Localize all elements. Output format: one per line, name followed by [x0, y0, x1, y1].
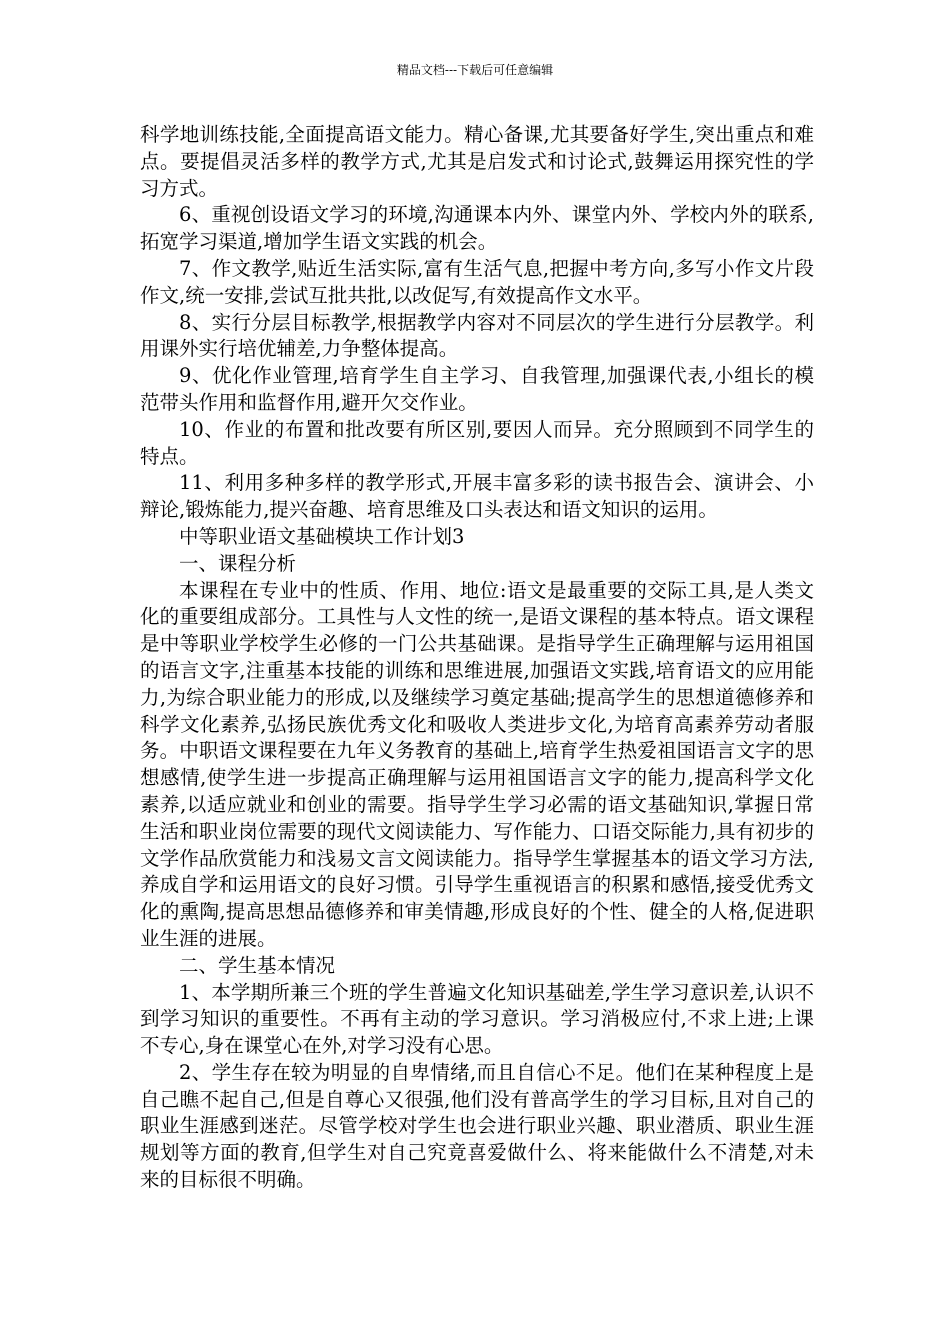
section-heading: 一、课程分析	[179, 551, 297, 575]
paragraph: 8、实行分层目标教学,根据教学内容对不同层次的学生进行分层教学。利用课外实行培优辅差,力争整体提高。	[140, 310, 814, 361]
paragraph: 10、作业的布置和批改要有所区别,要因人而异。充分照顾到不同学生的特点。	[140, 417, 814, 468]
paragraph: 9、优化作业管理,培育学生自主学习、自我管理,加强课代表,小组长的模范带头作用和监督作用,避开欠交作业。	[140, 364, 814, 414]
section-heading: 二、学生基本情况	[179, 953, 336, 977]
paragraph: 6、重视创设语文学习的环境,沟通课本内外、课堂内外、学校内外的联系,拓宽学习渠道,增加学生语文实践的机会。	[140, 203, 814, 254]
paragraph: 1、本学期所兼三个班的学生普遍文化知识基础差,学生学习意识差,认识不到学习知识的重要性。不再有主动的学习意识。学习消极应付,不求上进;上课不专心,身在课堂心在外,对学习没有心思。	[140, 980, 814, 1058]
paragraph: 2、学生存在较为明显的自卑情绪,而且自信心不足。他们在某种程度上是自己瞧不起自己,但是自尊心又很强,他们没有普高学生的学习目标,且对自己的职业生涯感到迷茫。尽管学校对学生也会进行职业兴趣、职业潜质、职业生涯规划等方面的教育,但学生对自己究竟喜爱做什么、将来能做什么不清楚,对未来的目标很不明确。	[140, 1060, 814, 1192]
paragraph: 7、作文教学,贴近生活实际,富有生活气息,把握中考方向,多写小作文片段作文,统一安排,尝试互批共批,以改促写,有效提高作文水平。	[140, 256, 814, 307]
document-body	[140, 122, 814, 1194]
paragraph: 11、利用多种多样的教学形式,开展丰富多彩的读书报告会、演讲会、小辩论,锻炼能力,提兴奋趣、培育思维及口头表达和语文知识的运用。	[140, 471, 814, 522]
section-title: 中等职业语文基础模块工作计划3	[179, 524, 465, 548]
page-header: 精品文档---下载后可任意编辑	[396, 63, 554, 77]
paragraph: 科学地训练技能,全面提高语文能力。精心备课,尤其要备好学生,突出重点和难点。要提倡灵活多样的教学方式,尤其是启发式和讨论式,鼓舞运用探究性的学习方式。	[140, 123, 814, 200]
paragraph: 本课程在专业中的性质、作用、地位:语文是最重要的交际工具,是人类文化的重要组成部分。工具性与人文性的统一,是语文课程的基本特点。语文课程是中等职业学校学生必修的一门公共基础课。是指导学生正确理解与运用祖国的语言文字,注重基本技能的训练和思维进展,加强语文实践,培育语文的应用能力,为综合职业能力的形成,以及继续学习奠定基础;提高学生的思想道德修养和科学文化素养,弘扬民族优秀文化和吸收人类进步文化,为培育高素养劳动者服务。中职语文课程要在九年义务教育的基础上,培育学生热爱祖国语言文字的思想感情,使学生进一步提高正确理解与运用祖国语言文字的能力,提高科学文化素养,以适应就业和创业的需要。指导学生学习必需的语文基础知识,掌握日常生活和职业岗位需要的现代文阅读能力、写作能力、口语交际能力,具有初步的文学作品欣赏能力和浅易文言文阅读能力。指导学生掌握基本的语文学习方法,养成自学和运用语文的良好习惯。引导学生重视语言的积累和感悟,接受优秀文化的熏陶,提高思想品德修养和审美情趣,形成良好的个性、健全的人格,促进职业生涯的进展。	[140, 578, 814, 950]
